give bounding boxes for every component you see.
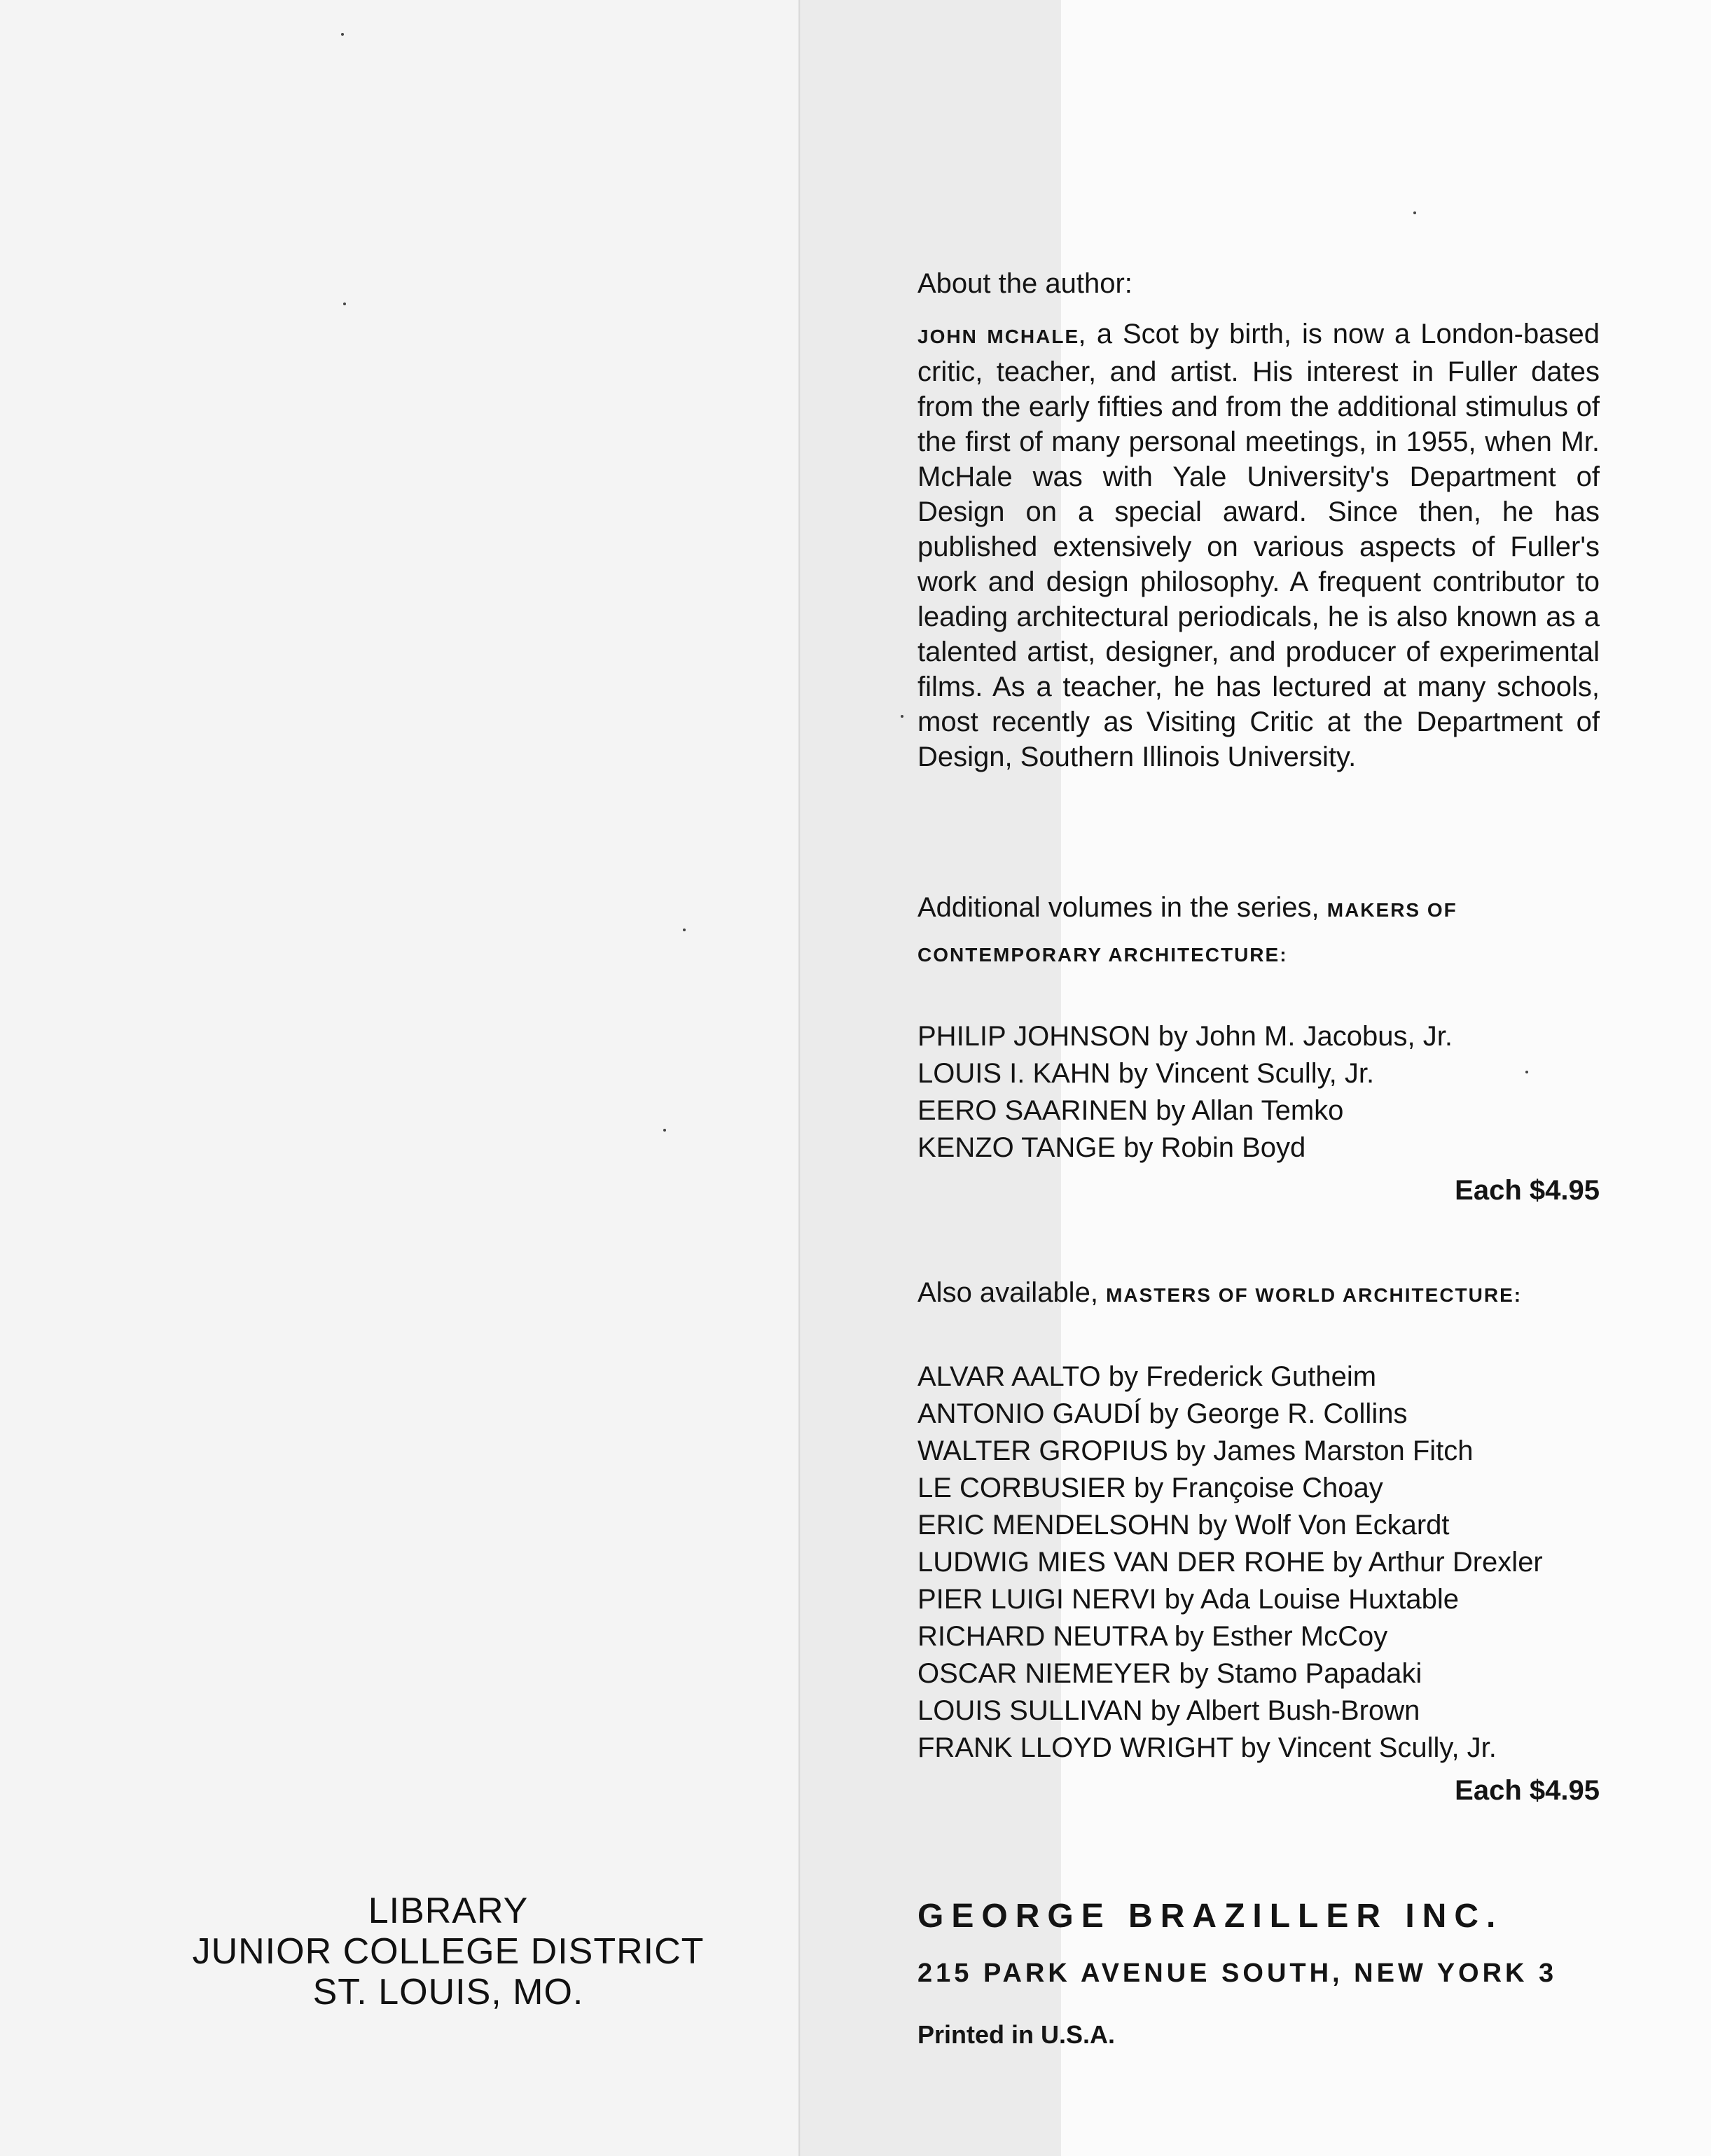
also-intro <box>917 1272 1600 1316</box>
also-available-section <box>917 1272 1600 1811</box>
stamp-line: JUNIOR COLLEGE DISTRICT <box>192 1931 705 1972</box>
series-intro-text: Additional volumes in the series, <box>917 892 1319 923</box>
author-bio <box>917 317 1600 774</box>
list-item: LOUIS SULLIVAN by Albert Bush-Brown <box>917 1695 1420 1726</box>
publisher-address: 215 PARK AVENUE SOUTH, NEW YORK 3 <box>917 1959 1558 1988</box>
list-item: LOUIS I. KAHN by Vincent Scully, Jr. <box>917 1058 1375 1089</box>
list-item: KENZO TANGE by Robin Boyd <box>917 1132 1306 1163</box>
library-stamp <box>140 1891 756 2012</box>
stamp-line: LIBRARY <box>368 1891 529 1931</box>
also-price: Each $4.95 <box>1455 1775 1600 1806</box>
paper-speck <box>901 715 903 718</box>
paper-speck <box>1413 211 1416 214</box>
series-name: MAKERS OF CONTEMPORARY ARCHITECTURE: <box>917 899 1457 966</box>
series-book-list <box>917 1018 1600 1167</box>
list-item: OSCAR NIEMEYER by Stamo Papadaki <box>917 1658 1422 1689</box>
list-item: WALTER GROPIUS by James Marston Fitch <box>917 1435 1474 1466</box>
list-item: ALVAR AALTO by Frederick Gutheim <box>917 1361 1377 1392</box>
paper-speck <box>341 33 344 36</box>
about-author-heading: About the author: <box>917 268 1132 299</box>
author-name: JOHN MCHALE, <box>917 326 1086 347</box>
author-bio-text: a Scot by birth, is now a London-based critic, teacher, and artist. His interest in Fuller dates from the early fifties and from the additional stimulus of the first of many personal meetings, in 1955, when Mr. McHale was with Yale University's Department of Design on a special award. Since then, he has published extensively on various aspects of Fuller's work and design philosophy. A frequent contributor to leading architectural periodicals, he is also known as a talented artist, designer, and producer of experimental films. As a teacher, he has lectured at many schools, most recently as Visiting Critic at the Department of Design, Southern Illinois University. <box>917 319 1600 772</box>
printed-note: Printed in U.S.A. <box>917 2020 1116 2049</box>
list-item: LUDWIG MIES VAN DER ROHE by Arthur Drexler <box>917 1547 1543 1578</box>
also-intro-text: Also available, <box>917 1277 1098 1308</box>
series-section <box>917 886 1600 1211</box>
back-cover-content <box>917 266 1600 2052</box>
series-intro <box>917 886 1600 976</box>
list-item: PHILIP JOHNSON by John M. Jacobus, Jr. <box>917 1021 1453 1052</box>
list-item: EERO SAARINEN by Allan Temko <box>917 1095 1344 1126</box>
series-price: Each $4.95 <box>1455 1175 1600 1206</box>
list-item: RICHARD NEUTRA by Esther McCoy <box>917 1621 1388 1652</box>
publisher-section <box>917 1896 1600 2052</box>
list-item: FRANK LLOYD WRIGHT by Vincent Scully, Jr. <box>917 1732 1497 1763</box>
also-series-name: MASTERS OF WORLD ARCHITECTURE: <box>1106 1284 1523 1306</box>
paper-speck <box>663 1129 666 1132</box>
list-item: ANTONIO GAUDÍ by George R. Collins <box>917 1398 1408 1429</box>
list-item: PIER LUIGI NERVI by Ada Louise Huxtable <box>917 1584 1459 1615</box>
stamp-line: ST. LOUIS, MO. <box>312 1972 584 2012</box>
left-page <box>0 0 800 2156</box>
list-item: ERIC MENDELSOHN by Wolf Von Eckardt <box>917 1510 1450 1541</box>
publisher-name: GEORGE BRAZILLER INC. <box>917 1898 1504 1935</box>
paper-speck <box>683 929 686 931</box>
about-author-section <box>917 266 1600 774</box>
paper-speck <box>343 302 346 305</box>
list-item: LE CORBUSIER by Françoise Choay <box>917 1473 1383 1503</box>
also-book-list <box>917 1358 1600 1767</box>
